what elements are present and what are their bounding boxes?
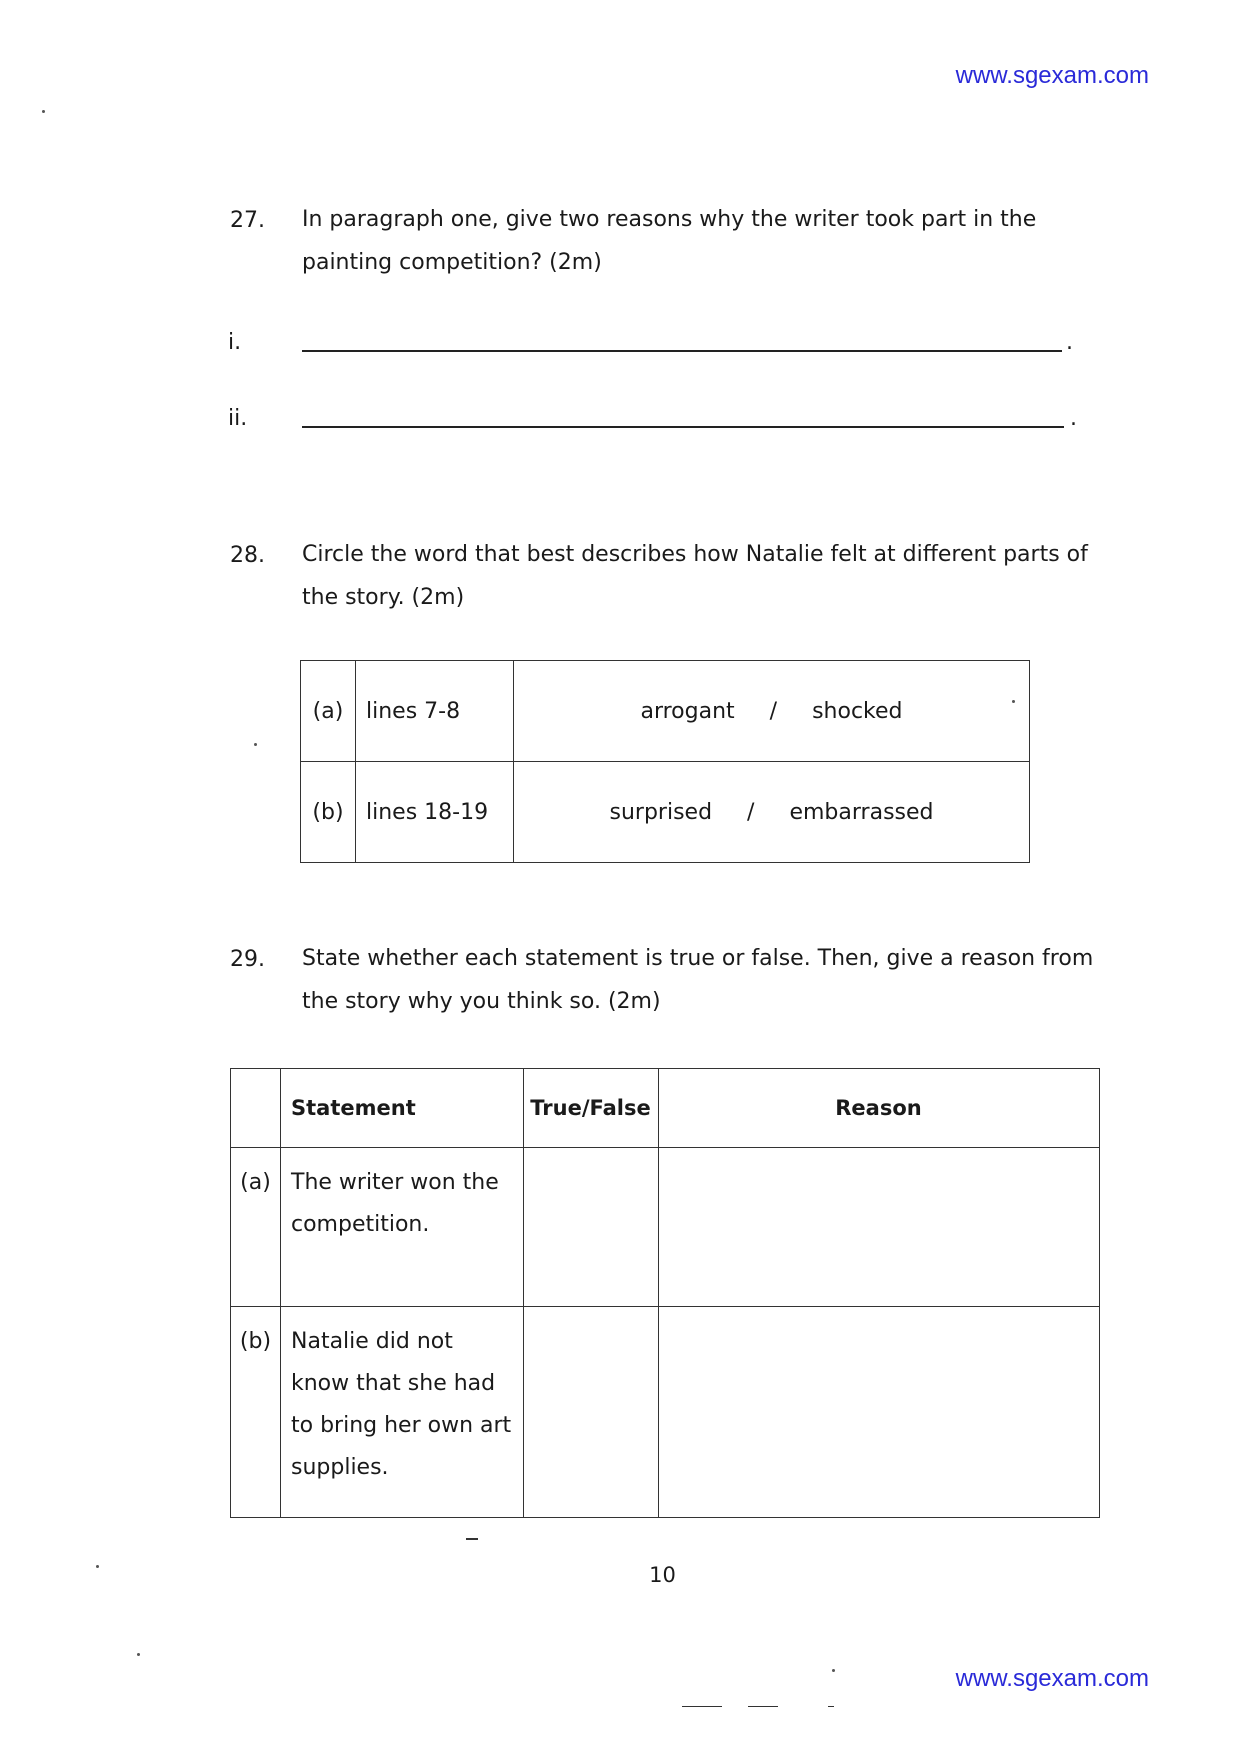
answer-i-line[interactable]	[302, 350, 1062, 352]
footer-site-link[interactable]: www.sgexam.com	[955, 1665, 1149, 1692]
answer-i-end: .	[1066, 330, 1073, 355]
question-27-number: 27.	[230, 208, 265, 233]
row-label: (b)	[231, 1307, 281, 1518]
answer-i-label: i.	[228, 330, 242, 355]
scan-mark	[748, 1706, 778, 1707]
line-reference: lines 18-19	[356, 762, 514, 863]
table-row	[301, 762, 1030, 863]
header-reason: Reason	[659, 1069, 1100, 1148]
word-choices	[514, 661, 1030, 762]
row-label: (a)	[301, 661, 356, 762]
answer-ii-end: .	[1070, 406, 1077, 431]
scan-mark	[466, 1538, 478, 1540]
question-28-number: 28.	[230, 543, 265, 568]
scan-speck	[137, 1653, 140, 1656]
statement-cell: The writer won the competition.	[281, 1148, 524, 1307]
word-option[interactable]: embarrassed	[789, 799, 934, 825]
word-choices	[514, 762, 1030, 863]
feelings-table	[300, 660, 1030, 863]
reason-answer-cell[interactable]	[659, 1307, 1100, 1518]
option-separator: /	[769, 698, 778, 724]
word-option[interactable]: surprised	[609, 799, 713, 825]
option-separator: /	[747, 799, 755, 825]
true-false-answer-cell[interactable]	[524, 1148, 659, 1307]
question-29-number: 29.	[230, 947, 265, 972]
scan-mark	[828, 1706, 834, 1707]
word-option[interactable]: arrogant	[640, 698, 735, 724]
page-number: 10	[649, 1563, 676, 1587]
question-29-text: State whether each statement is true or false. Then, give a reason from the story why you think so. (2m)	[302, 946, 1094, 1014]
scan-speck	[96, 1565, 99, 1568]
scan-mark	[682, 1706, 722, 1707]
true-false-table	[230, 1068, 1100, 1518]
word-option[interactable]: shocked	[812, 698, 903, 724]
header-statement: Statement	[281, 1069, 524, 1148]
question-28-text: Circle the word that best describes how Natalie felt at different parts of the story. (2m)	[302, 542, 1088, 610]
table-header-row	[231, 1069, 1100, 1148]
header-site-link[interactable]: www.sgexam.com	[955, 62, 1149, 89]
scan-speck	[42, 110, 45, 113]
row-label: (b)	[301, 762, 356, 863]
row-label: (a)	[231, 1148, 281, 1307]
statement-cell: Natalie did not know that she had to bring her own art supplies.	[281, 1307, 524, 1518]
question-27-text: In paragraph one, give two reasons why the writer took part in the painting competition? (2m)	[302, 207, 1037, 275]
header-true-false: True/False	[524, 1069, 659, 1148]
header-blank	[231, 1069, 281, 1148]
answer-ii-line[interactable]	[302, 426, 1064, 428]
line-reference: lines 7-8	[356, 661, 514, 762]
answer-ii-label: ii.	[228, 406, 248, 431]
scan-speck	[254, 743, 257, 746]
reason-answer-cell[interactable]	[659, 1148, 1100, 1307]
table-row	[301, 661, 1030, 762]
true-false-answer-cell[interactable]	[524, 1307, 659, 1518]
table-row	[231, 1148, 1100, 1307]
table-row	[231, 1307, 1100, 1518]
scan-speck	[832, 1669, 835, 1672]
scan-speck	[1012, 700, 1015, 703]
